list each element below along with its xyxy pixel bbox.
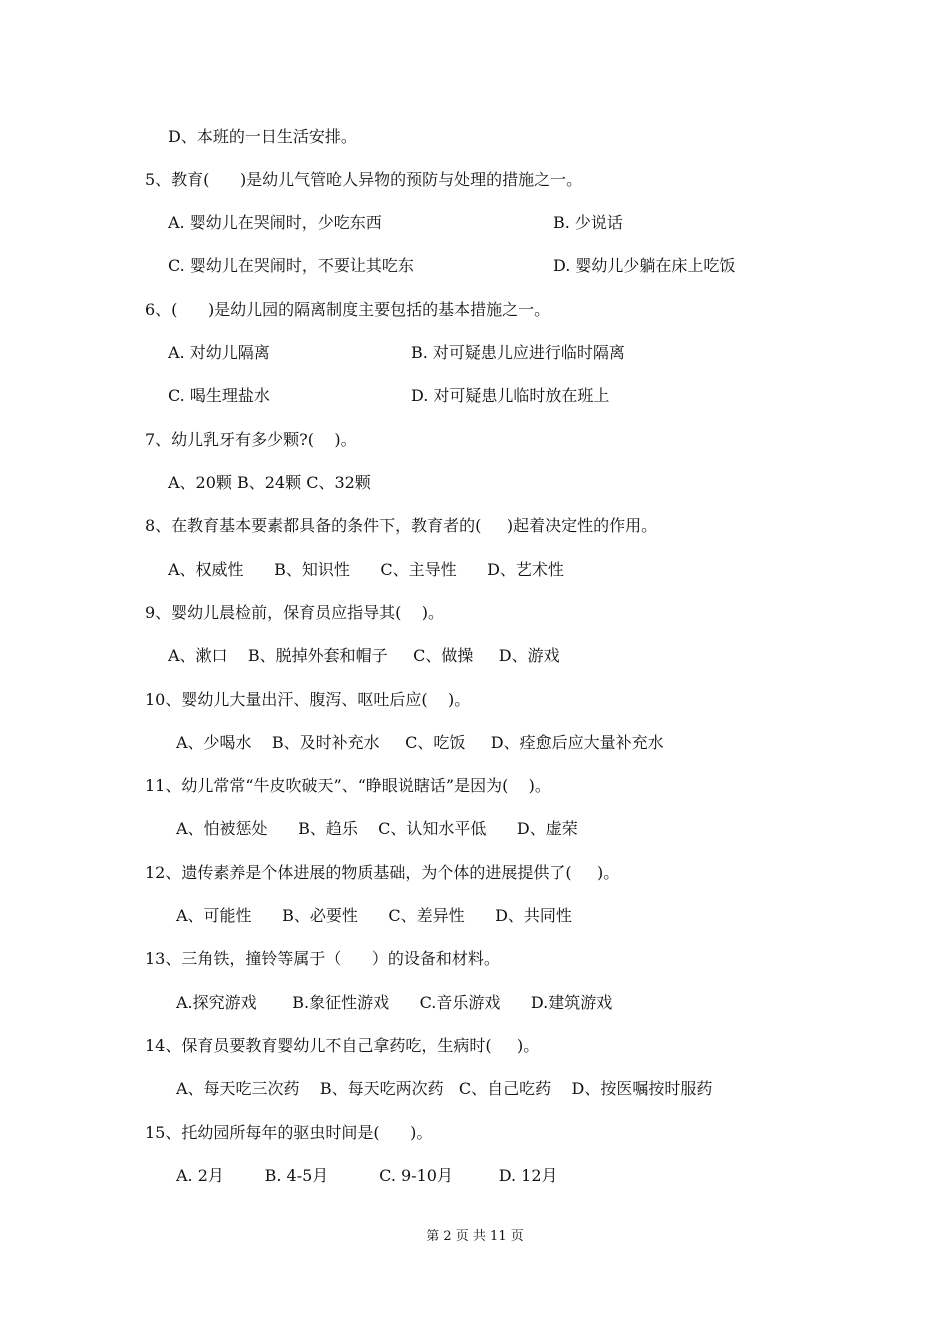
question-13: 13、三角铁，撞铃等属于（ ）的设备和材料。 [145, 949, 500, 968]
question-5: 5、教育( )是幼儿气管呛人异物的预防与处理的措施之一。 [145, 170, 583, 189]
option-5a: A. 婴幼儿在哭闹时，少吃东西 [168, 213, 382, 232]
question-10: 10、婴幼儿大量出汗、腹泻、呕吐后应( )。 [145, 690, 471, 709]
question-11: 11、幼儿常常“牛皮吹破天”、“睁眼说瞎话”是因为( )。 [145, 776, 551, 795]
question-12: 12、遗传素养是个体进展的物质基础，为个体的进展提供了( )。 [145, 863, 620, 882]
options-9: A、漱口 B、脱掉外套和帽子 C、做操 D、游戏 [168, 646, 560, 665]
option-5d: D. 婴幼儿少躺在床上吃饭 [553, 256, 736, 275]
question-6: 6、( )是幼儿园的隔离制度主要包括的基本措施之一。 [145, 300, 551, 319]
options-12: A、可能性 B、必要性 C、差异性 D、共同性 [176, 906, 572, 925]
question-9: 9、婴幼儿晨检前，保育员应指导其( )。 [145, 603, 445, 622]
options-14: A、每天吃三次药 B、每天吃两次药 C、自己吃药 D、按医嘱按时服药 [176, 1079, 713, 1098]
options-15: A. 2月 B. 4-5月 C. 9-10月 D. 12月 [176, 1166, 558, 1185]
question-14: 14、保育员要教育婴幼儿不自己拿药吃，生病时( )。 [145, 1036, 540, 1055]
option-5b: B. 少说话 [553, 213, 623, 232]
options-7: A、20颗 B、24颗 C、32颗 [168, 473, 371, 492]
options-11: A、怕被惩处 B、趋乐 C、认知水平低 D、虚荣 [176, 819, 578, 838]
options-13: A.探究游戏 B.象征性游戏 C.音乐游戏 D.建筑游戏 [176, 993, 613, 1012]
option-6c: C. 喝生理盐水 [168, 386, 270, 405]
question-15: 15、托幼园所每年的驱虫时间是( )。 [145, 1123, 433, 1142]
option-6b: B. 对可疑患儿应进行临时隔离 [411, 343, 625, 362]
option-line: D、本班的一日生活安排。 [168, 127, 357, 146]
option-5c: C. 婴幼儿在哭闹时，不要让其吃东 [168, 256, 414, 275]
options-8: A、权威性 B、知识性 C、主导性 D、艺术性 [168, 560, 564, 579]
question-8: 8、在教育基本要素都具备的条件下，教育者的( )起着决定性的作用。 [145, 516, 658, 535]
page-number-footer: 第 2 页 共 11 页 [426, 1229, 524, 1244]
option-6a: A. 对幼儿隔离 [168, 343, 270, 362]
option-6d: D. 对可疑患儿临时放在班上 [411, 386, 610, 405]
question-7: 7、幼儿乳牙有多少颗?( )。 [145, 430, 357, 449]
options-10: A、少喝水 B、及时补充水 C、吃饭 D、痊愈后应大量补充水 [176, 733, 664, 752]
